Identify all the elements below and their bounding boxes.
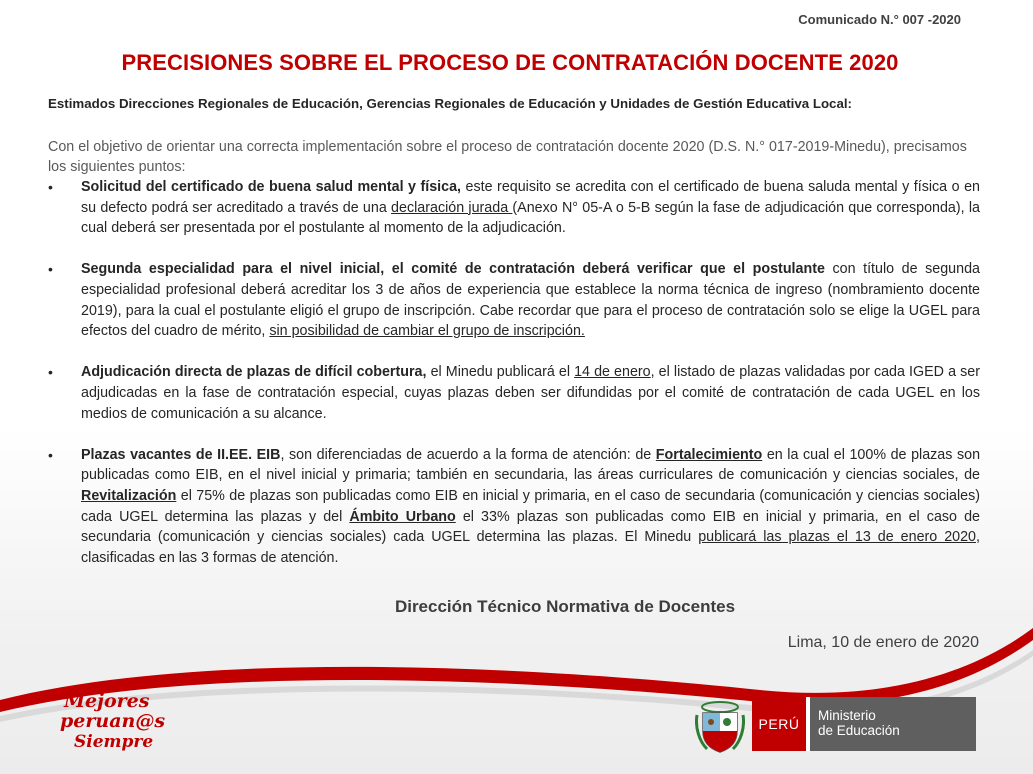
bullet-text-segment: Adjudicación directa de plazas de difícil cobertura, [81,364,427,381]
bullet-text-segment: Fortalecimiento [655,446,763,463]
bullet-text-segment: (Anexo N° 05-A o 5-B según la fase de adjudicación que corresponda), la cual deberá ser presentada por el postulante al momento de la adjudicación. [81,199,980,237]
bullet-text-segment: Revitalización [81,487,177,504]
bullet-text-segment: , clasificadas en las 3 formas de atención. [81,529,980,566]
peru-label: PERÚ [752,697,806,751]
bullet-text-segment: en la cual el 100% de plazas son publicadas como EIB, en el nivel inicial y primaria; también en secundaria, las áreas curriculares de comunicación y ciencias sociales, de [81,446,981,484]
bullet-text-segment: , el listado de plazas validadas por cada IGED a ser adjudicadas en la fase de contratación especial, cuyas plazas deben ser difundidas por el comité de contratación de cada UGEL en los medios de comunicación a su alcance. [81,364,980,422]
bullet-list [48,177,980,589]
bullet-text-segment: el 75% de plazas son publicadas como EIB en inicial y primaria, en el caso de secundaria (comunicación y ciencias sociales) cada UGEL determina las plazas y del [81,487,980,525]
bullet-text-segment: 14 de enero [574,364,651,381]
ministry-logo [752,697,976,751]
mejores-peruanos-logo [60,690,166,760]
intro-paragraph: Con el objetivo de orientar una correcta implementación sobre el proceso de contratación docente 2020 (D.S. N.° 017-2019-Minedu), precisamos los siguientes puntos: [48,139,967,175]
ministry-name [810,697,976,751]
logo-line-2: peruan@s [60,710,166,732]
bullet-text-segment: Ámbito Urbano [349,508,456,525]
page-title: PRECISIONES SOBRE EL PROCESO DE CONTRATACIÓN DOCENTE 2020 [121,50,899,75]
bullet-dot: • [48,179,53,195]
list-item [48,362,980,424]
bullet-dot: • [48,446,53,463]
salutation: Estimados Direcciones Regionales de Educación, Gerencias Regionales de Educación y Unidades de Gestión Educativa Local: [48,96,852,111]
list-item [48,177,980,239]
bullet-text-segment: declaración jurada [391,199,513,216]
ministry-line-1: Ministerio [818,708,876,723]
bullet-text-segment: este requisito se acredita con el certificado de buena saluda mental y física o en su defecto podrá ser acreditado a través de una [81,179,980,216]
bullet-dot: • [48,364,53,381]
logo-line-3: Siempre [74,732,154,752]
logo-line-1: Mejores [64,690,150,712]
bullet-text-segment: Plazas vacantes de II.EE. EIB [81,446,281,463]
list-item [48,445,980,569]
bullet-text-segment: sin posibilidad de cambiar el grupo de inscripción. [269,323,585,340]
bullet-text-segment: , son diferenciadas de acuerdo a la forma de atención: de [280,446,656,463]
bullet-text-segment: publicará las plazas el 13 de enero 2020 [698,529,977,546]
bullet-text-segment: el Minedu publicará el [426,364,575,381]
signature: Dirección Técnico Normativa de Docentes [394,597,736,616]
comunicado-number: Comunicado N.° 007 -2020 [798,12,961,27]
coat-of-arms-icon [695,697,745,753]
list-item [48,259,980,341]
date-line: Lima, 10 de enero de 2020 [787,634,979,651]
bullet-text-segment: Segunda especialidad para el nivel inicial, el comité de contratación deberá verificar que el postulante [81,261,825,278]
ministry-line-2: de Educación [818,723,900,738]
bullet-text-segment: el 33% plazas son publicadas como EIB en inicial y primaria, en el caso de secundaria (comunicación y ciencias sociales) cada UGEL determina las plazas. El Minedu [81,508,980,546]
bullet-text-segment: Solicitud del certificado de buena salud mental y física, [81,179,462,195]
bullet-text-segment: con título de segunda especialidad profesional deberá acreditar los 3 de años de experiencia que establece la norma técnica de ingreso (nombramiento docente 2019), para la cual el postulante eligió el grupo de inscripción. Cabe recordar que para el proceso de contratación solo se elige la UGEL para efectos del cuadro de mérito, [81,261,980,340]
bullet-dot: • [48,261,53,278]
